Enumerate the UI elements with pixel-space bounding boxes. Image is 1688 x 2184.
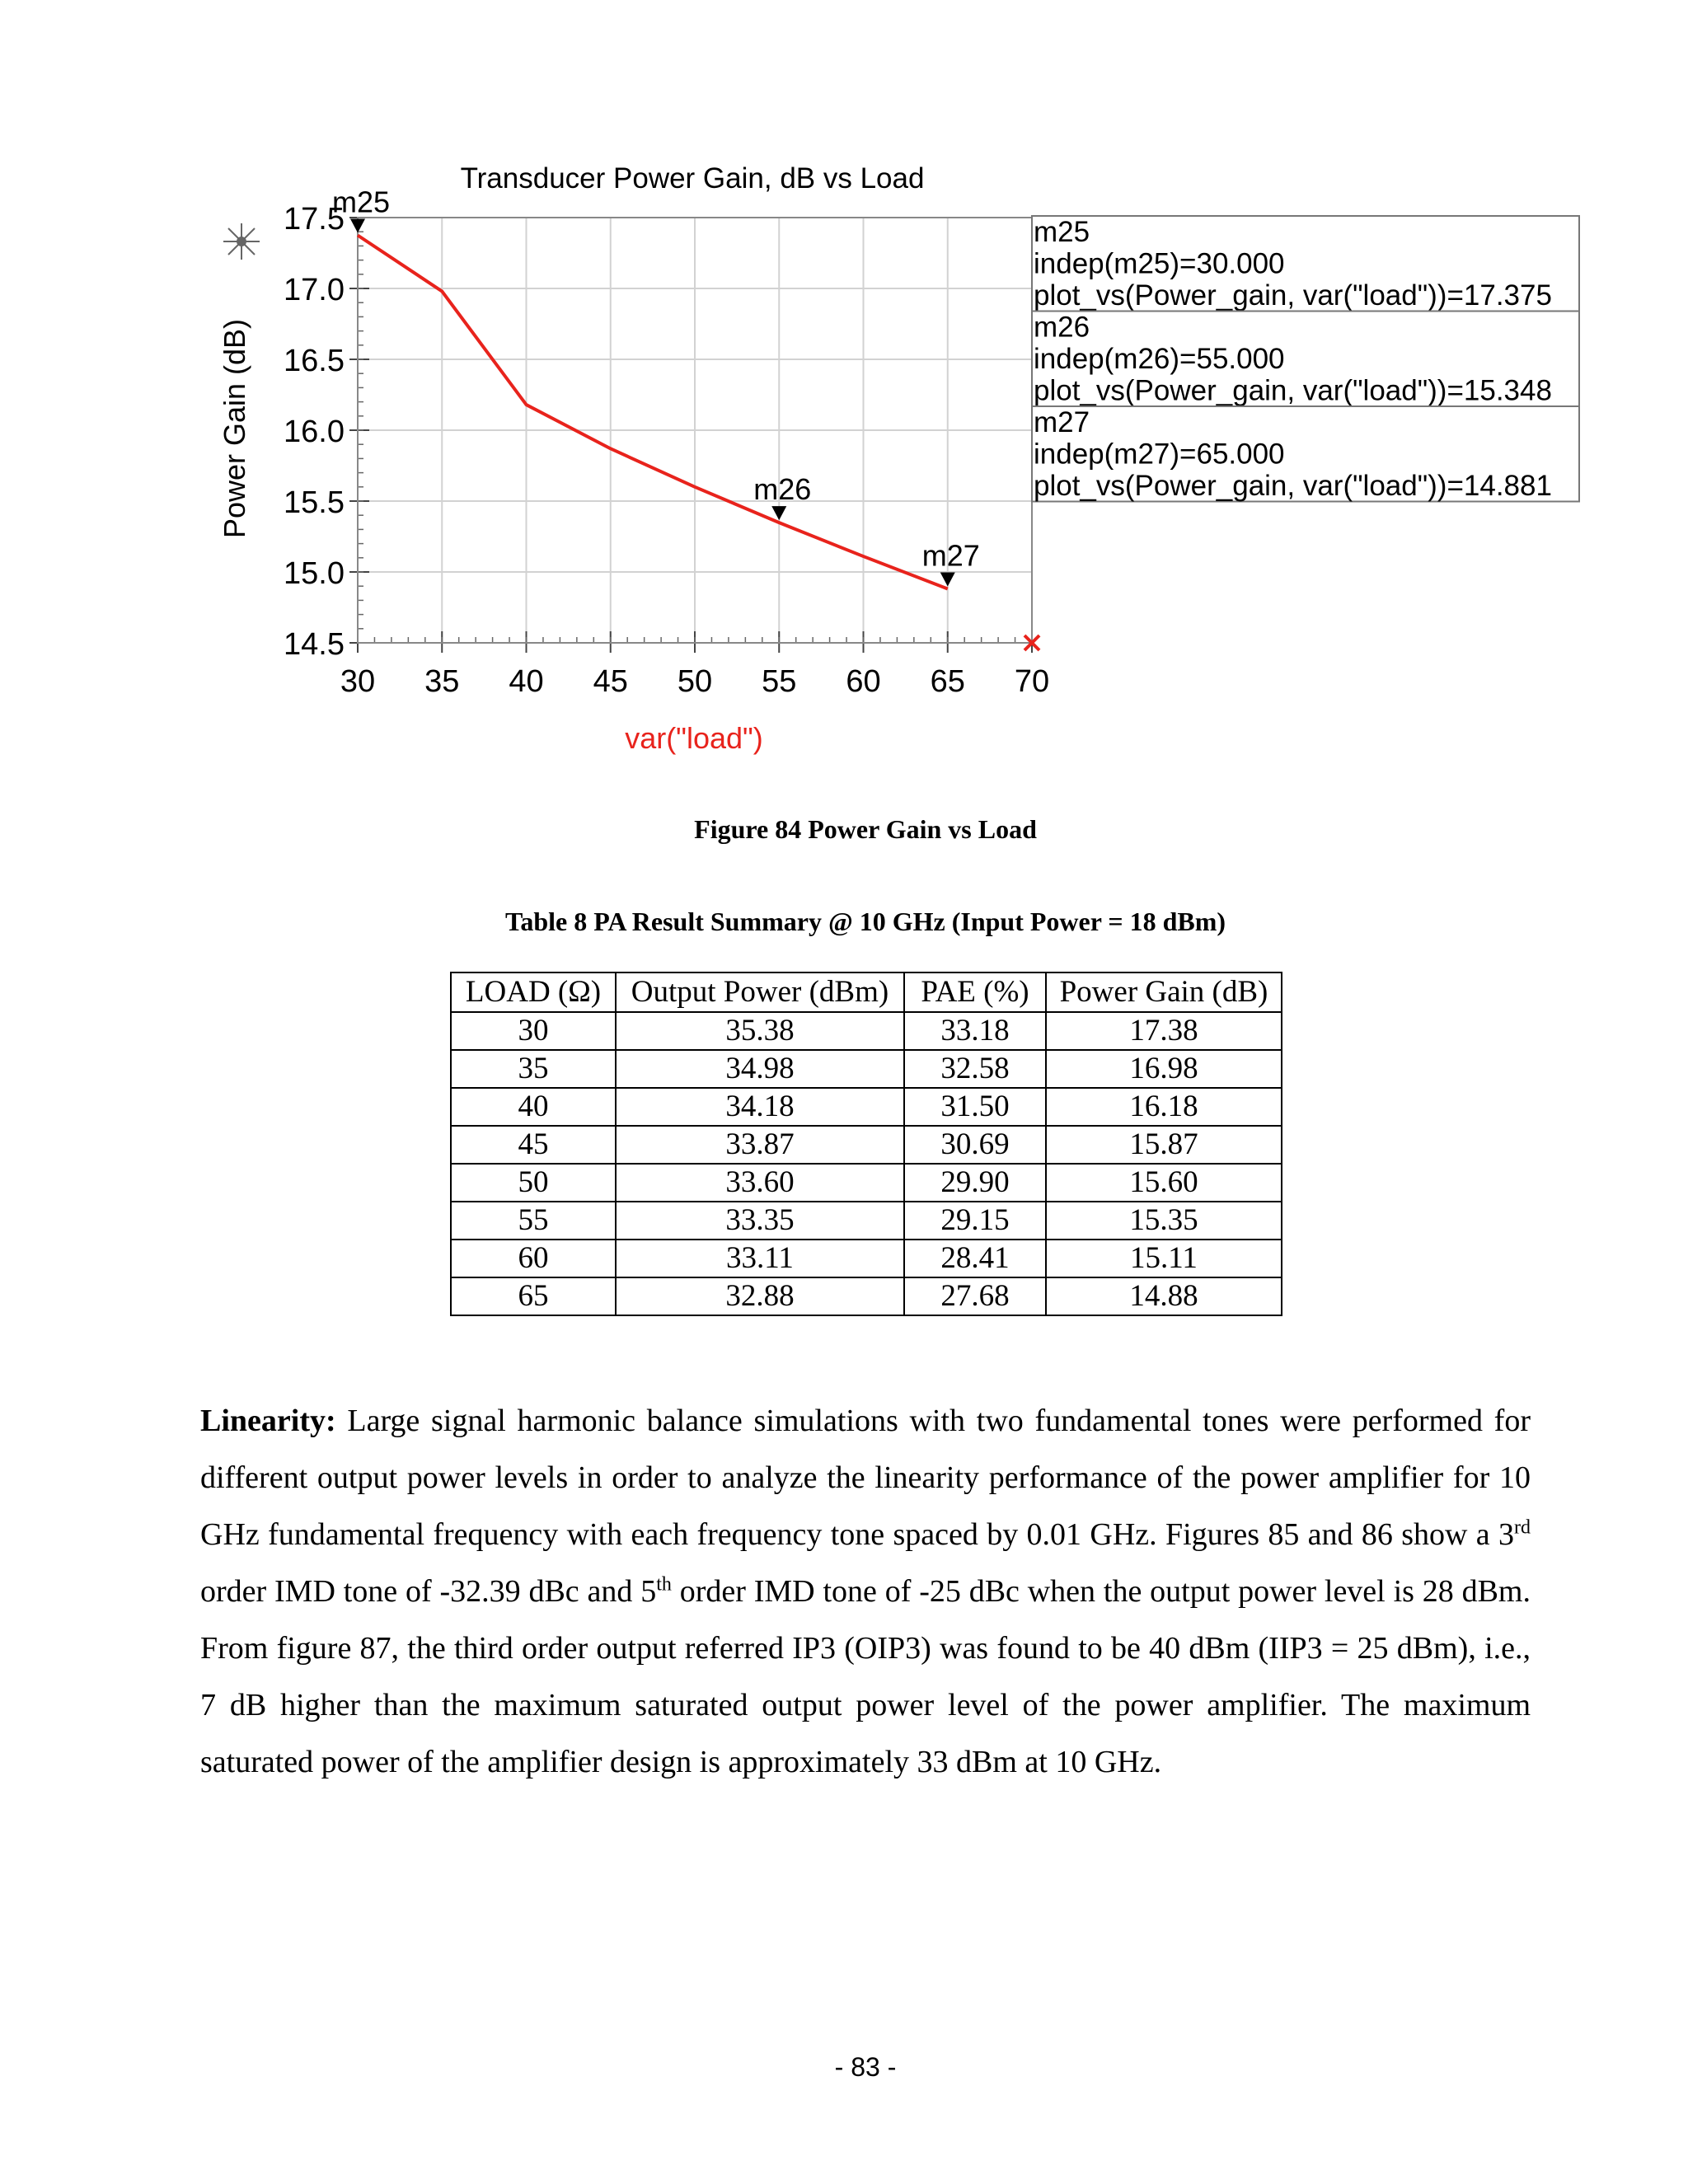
cell-load: 40 (451, 1088, 616, 1126)
x-tick-label: 55 (762, 664, 797, 699)
marker-triangle-icon (940, 572, 955, 586)
cell-load: 30 (451, 1012, 616, 1050)
readout-text: m27 (1034, 406, 1090, 438)
cell-output-power: 32.88 (616, 1277, 904, 1315)
linearity-paragraph (200, 1393, 1531, 1791)
x-tick-label: 50 (677, 664, 713, 699)
cell-power-gain: 15.11 (1046, 1240, 1282, 1277)
cell-load: 35 (451, 1050, 616, 1088)
superscript-rd: rd (1514, 1516, 1531, 1539)
cell-output-power: 34.18 (616, 1088, 904, 1126)
cell-power-gain: 17.38 (1046, 1012, 1282, 1050)
readout-text: plot_vs(Power_gain, var("load"))=17.375 (1034, 279, 1552, 312)
x-axis-label: var("load") (625, 721, 763, 755)
cell-pae: 31.50 (904, 1088, 1046, 1126)
table-caption: Table 8 PA Result Summary @ 10 GHz (Input Power = 18 dBm) (504, 907, 1226, 936)
x-tick-label: 60 (846, 664, 881, 699)
cell-pae: 29.90 (904, 1164, 1046, 1202)
header-output-power: Output Power (dBm) (616, 972, 904, 1012)
chart-title: Transducer Power Gain, dB vs Load (460, 162, 925, 194)
paragraph-text-2: order IMD tone of -32.39 dBc and 5 (200, 1574, 657, 1609)
x-tick-label: 40 (509, 664, 544, 699)
marker-readout-box (1032, 216, 1579, 502)
y-tick-labels (284, 202, 345, 662)
readout-text: m26 (1034, 311, 1090, 344)
marker-group (332, 185, 980, 587)
superscript-th: th (656, 1573, 672, 1596)
table-row (451, 1202, 1282, 1240)
cell-load: 55 (451, 1202, 616, 1240)
cell-load: 65 (451, 1277, 616, 1315)
y-tick-label: 15.5 (284, 485, 345, 520)
header-power-gain: Power Gain (dB) (1046, 972, 1282, 1012)
table-row (451, 1088, 1282, 1126)
cell-power-gain: 15.35 (1046, 1202, 1282, 1240)
x-tick-label: 45 (593, 664, 628, 699)
cell-pae: 33.18 (904, 1012, 1046, 1050)
table-header-row (451, 972, 1282, 1012)
result-summary-table (450, 972, 1282, 1316)
paragraph-lead: Linearity: (200, 1404, 336, 1438)
figure-caption: Figure 84 Power Gain vs Load (694, 814, 1037, 844)
cell-power-gain: 16.18 (1046, 1088, 1282, 1126)
x-tick-labels (340, 664, 1049, 699)
cell-pae: 28.41 (904, 1240, 1046, 1277)
table-row (451, 1240, 1282, 1277)
paragraph-text-3: order IMD tone of -25 dBc when the output power level is 28 dBm. From figure 87, the third order output referred IP3 (OIP3) was found to be 40 dBm (IIP3 = 25 dBm), i.e., 7 dB higher than the maximum saturated output power level of the power amplifier. The maximum saturated power of the amplifier design is approximately 33 dBm at 10 GHz. (200, 1574, 1531, 1779)
header-pae: PAE (%) (904, 972, 1046, 1012)
x-tick-label: 35 (424, 664, 460, 699)
readout-text: plot_vs(Power_gain, var("load"))=15.348 (1034, 374, 1552, 407)
cell-output-power: 33.60 (616, 1164, 904, 1202)
cell-pae: 29.15 (904, 1202, 1046, 1240)
cell-power-gain: 15.87 (1046, 1126, 1282, 1164)
table-row (451, 1164, 1282, 1202)
cell-output-power: 33.11 (616, 1240, 904, 1277)
cell-pae: 32.58 (904, 1050, 1046, 1088)
marker-triangle-icon (350, 219, 365, 233)
marker-label: m27 (921, 538, 980, 573)
cell-load: 45 (451, 1126, 616, 1164)
cell-power-gain: 15.60 (1046, 1164, 1282, 1202)
y-tick-label: 16.5 (284, 344, 345, 378)
cell-output-power: 33.87 (616, 1126, 904, 1164)
chart-minor-ticks (349, 218, 1032, 653)
readout-text: indep(m25)=30.000 (1034, 247, 1285, 280)
x-tick-label: 30 (340, 664, 376, 699)
cell-pae: 27.68 (904, 1277, 1046, 1315)
table-row (451, 1277, 1282, 1315)
readout-text: plot_vs(Power_gain, var("load"))=14.881 (1034, 470, 1552, 502)
y-tick-label: 14.5 (284, 627, 345, 662)
cell-pae: 30.69 (904, 1126, 1046, 1164)
cell-load: 50 (451, 1164, 616, 1202)
table-row (451, 1050, 1282, 1088)
cell-load: 60 (451, 1240, 616, 1277)
cell-output-power: 35.38 (616, 1012, 904, 1050)
readout-text: indep(m26)=55.000 (1034, 343, 1285, 375)
chart-grid (358, 218, 1032, 643)
y-tick-label: 15.0 (284, 556, 345, 591)
readout-text: m25 (1034, 216, 1090, 248)
cell-power-gain: 14.88 (1046, 1277, 1282, 1315)
cell-output-power: 33.35 (616, 1202, 904, 1240)
table-row (451, 1012, 1282, 1050)
page-number: - 83 - (834, 2052, 897, 2082)
y-tick-label: 17.5 (284, 202, 345, 237)
x-tick-label: 70 (1014, 664, 1050, 699)
header-load: LOAD (Ω) (451, 972, 616, 1012)
y-tick-label: 16.0 (284, 415, 345, 449)
y-axis-label: Power Gain (dB) (218, 318, 251, 539)
cell-power-gain: 16.98 (1046, 1050, 1282, 1088)
power-gain-chart (0, 0, 1688, 791)
y-tick-label: 17.0 (284, 273, 345, 307)
table-row (451, 1126, 1282, 1164)
x-tick-label: 65 (930, 664, 965, 699)
logo-icon (223, 223, 260, 260)
readout-text: indep(m27)=65.000 (1034, 438, 1285, 471)
marker-triangle-icon (771, 506, 786, 520)
cell-output-power: 34.98 (616, 1050, 904, 1088)
marker-label: m25 (331, 185, 391, 219)
paragraph-text-1: Large signal harmonic balance simulations with two fundamental tones were performed for different output power levels in order to analyze the linearity performance of the power amplifier for 10 GHz fundamental frequency with each frequency tone spaced by 0.01 GHz. Figures 85 and 86 show a 3 (200, 1404, 1531, 1552)
marker-label: m26 (753, 472, 812, 507)
